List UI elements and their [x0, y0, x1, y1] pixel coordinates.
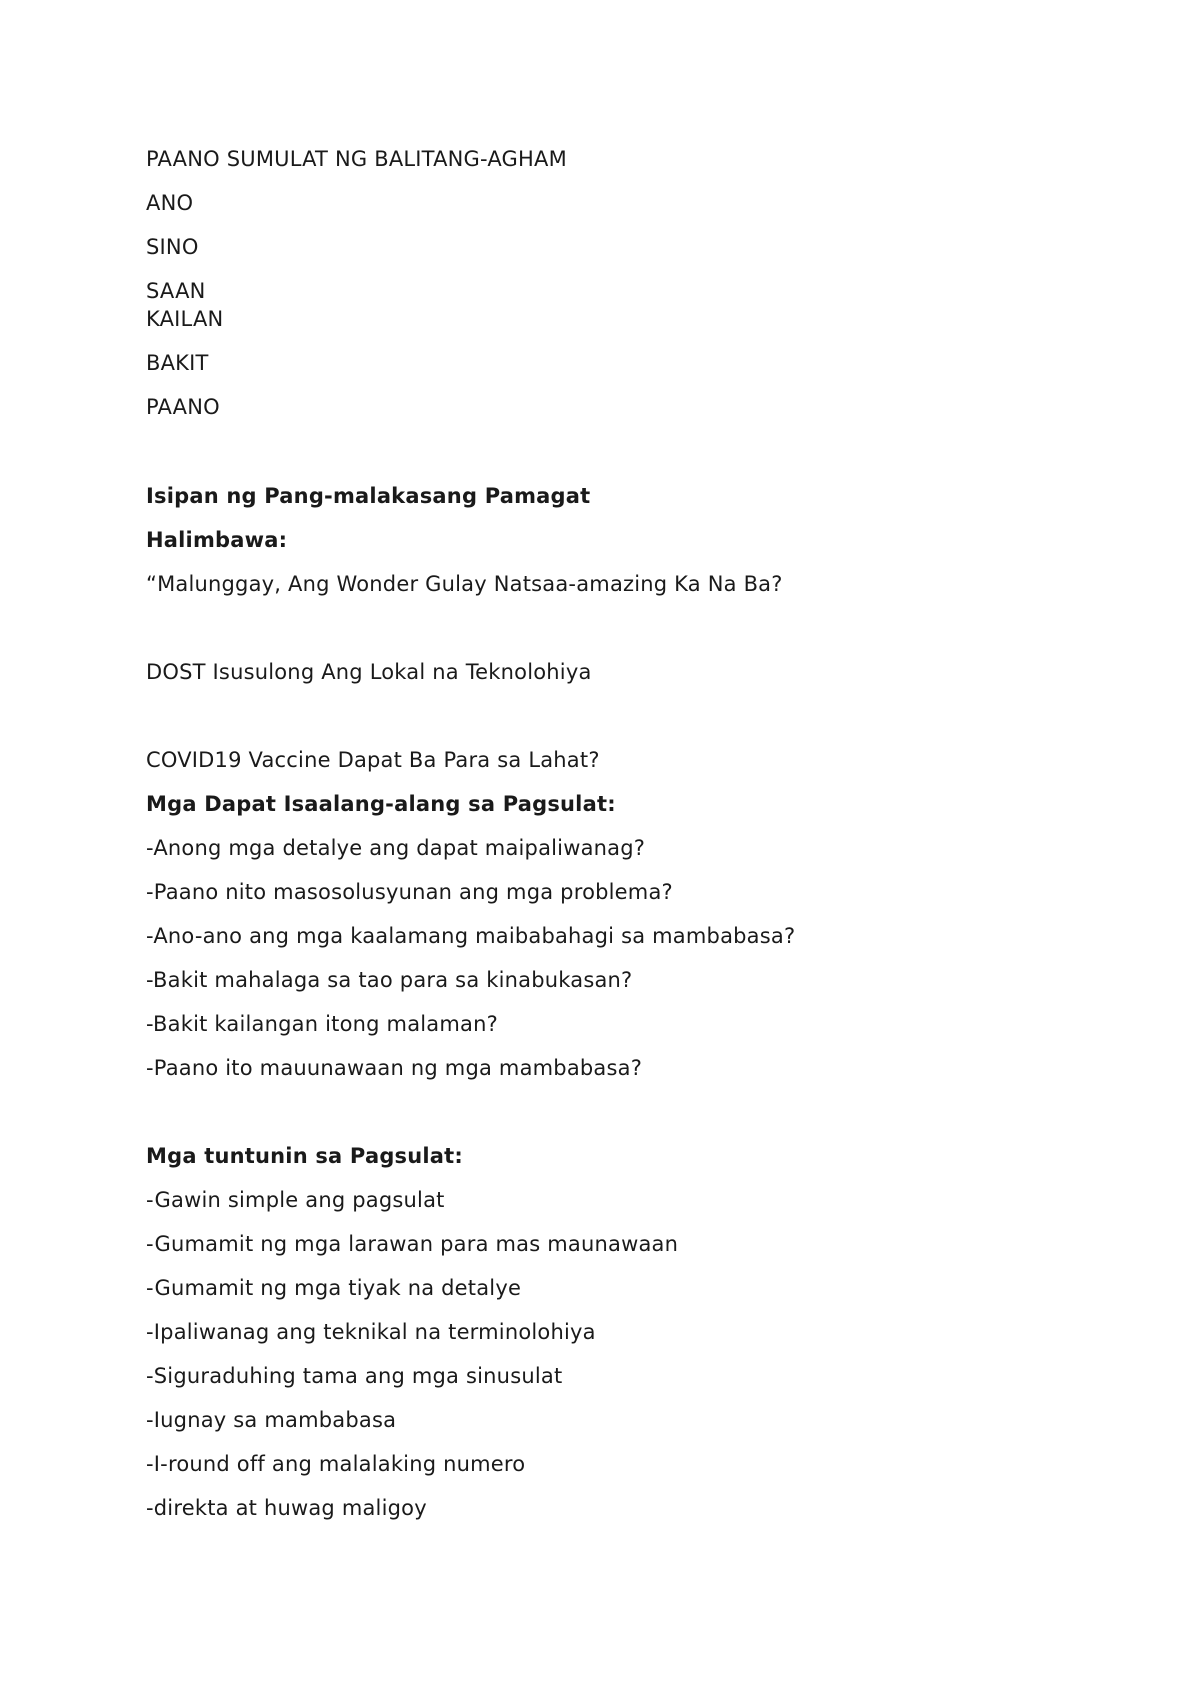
consideration-item: -Bakit mahalaga sa tao para sa kinabukasan?	[146, 968, 633, 992]
rule-item: -Siguraduhing tama ang mga sinusulat	[146, 1364, 563, 1388]
consideration-item: -Ano-ano ang mga kaalamang maibabahagi sa mambabasa?	[146, 924, 796, 948]
example-headline: DOST Isusulong Ang Lokal na Teknolohiya	[146, 660, 592, 684]
consideration-item: -Anong mga detalye ang dapat maipaliwanag?	[146, 836, 646, 860]
question-item: BAKIT	[146, 351, 209, 375]
rule-item: -Iugnay sa mambabasa	[146, 1408, 397, 1432]
question-item: PAANO	[146, 395, 220, 419]
rule-item: -Gumamit ng mga larawan para mas maunawaan	[146, 1232, 679, 1256]
headline-section-heading: Isipan ng Pang-malakasang Pamagat	[146, 484, 591, 508]
example-label: Halimbawa:	[146, 528, 288, 552]
considerations-heading: Mga Dapat Isaalang-alang sa Pagsulat:	[146, 792, 616, 816]
consideration-item: -Bakit kailangan itong malaman?	[146, 1012, 498, 1036]
rule-item: -Ipaliwanag ang teknikal na terminolohiya	[146, 1320, 596, 1344]
question-item: SAAN	[146, 279, 206, 303]
rule-item: -direkta at huwag maligoy	[146, 1496, 427, 1520]
document-title: PAANO SUMULAT NG BALITANG-AGHAM	[146, 147, 567, 171]
consideration-item: -Paano ito mauunawaan ng mga mambabasa?	[146, 1056, 643, 1080]
example-headline: “Malunggay, Ang Wonder Gulay Natsaa-amazing Ka Na Ba?	[146, 572, 783, 596]
question-item: SINO	[146, 235, 199, 259]
rule-item: -Gawin simple ang pagsulat	[146, 1188, 445, 1212]
rule-item: -I-round off ang malalaking numero	[146, 1452, 526, 1476]
question-item: KAILAN	[146, 307, 224, 331]
question-item: ANO	[146, 191, 194, 215]
consideration-item: -Paano nito masosolusyunan ang mga problema?	[146, 880, 673, 904]
rules-heading: Mga tuntunin sa Pagsulat:	[146, 1144, 464, 1168]
example-headline: COVID19 Vaccine Dapat Ba Para sa Lahat?	[146, 748, 600, 772]
rule-item: -Gumamit ng mga tiyak na detalye	[146, 1276, 522, 1300]
